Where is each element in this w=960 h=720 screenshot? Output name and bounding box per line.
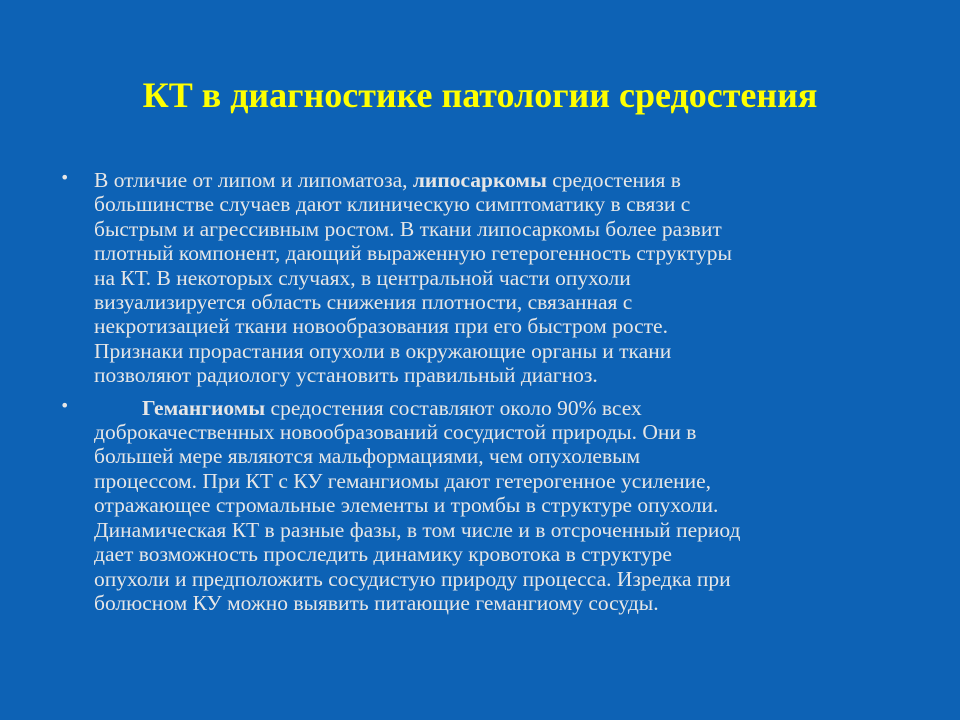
text-line: Признаки прорастания опухоли в окружающие органы и ткани [94,338,672,363]
text-line [94,168,910,192]
text-line: дает возможность проследить динамику кровотока в структуре [94,542,672,567]
text-line: некротизацией ткани новообразования при его быстром росте. [94,314,668,339]
text-line: доброкачественных новообразований сосудистой природы. Они в [94,420,697,445]
text-run: В отличие от липом и липоматоза, [94,168,413,192]
bullet-marker: • [60,168,70,187]
text-line: процессом. При КТ с КУ гемангиомы дают гетерогенное усиление, [94,468,712,493]
text-line: на КТ. В некоторых случаях, в центральной части опухоли [94,265,631,290]
text-line: визуализируется область снижения плотности, связанная с [94,290,633,315]
text-line: быстрым и агрессивным ростом. В ткани липосаркомы более развит [94,216,722,241]
bullet-item-liposarcoma [60,168,910,388]
bullet-item-hemangioma [60,396,910,616]
slide-title: КТ в диагностике патологии средостения [142,75,818,115]
text-run: средостения в [546,168,681,192]
text-run: средостения составляют около 90% всех [265,395,642,420]
text-line: позволяют радиологу установить правильный диагноз. [94,363,598,388]
text-line: большей мере являются мальформациями, чем опухолевым [94,444,641,469]
text-line: большинстве случаев дают клиническую симптоматику в связи с [94,192,691,217]
emphasized-term: липосаркомы [412,168,547,192]
text-line: опухоли и предположить сосудистую природу процесса. Изредка при [94,566,731,591]
emphasized-term: Гемангиомы [142,395,266,420]
text-line: отражающее стромальные элементы и тромбы в структуре опухоли. [94,493,719,518]
text-line: плотный компонент, дающий выраженную гетерогенность структуры [94,241,732,266]
text-line [94,396,910,420]
bullet-marker: • [60,395,70,415]
bullet-list [60,168,910,615]
text-line: Динамическая КТ в разные фазы, в том числе и в отсроченный период [94,517,741,542]
text-line: болюсном КУ можно выявить питающие гемангиому сосуды. [94,590,659,615]
